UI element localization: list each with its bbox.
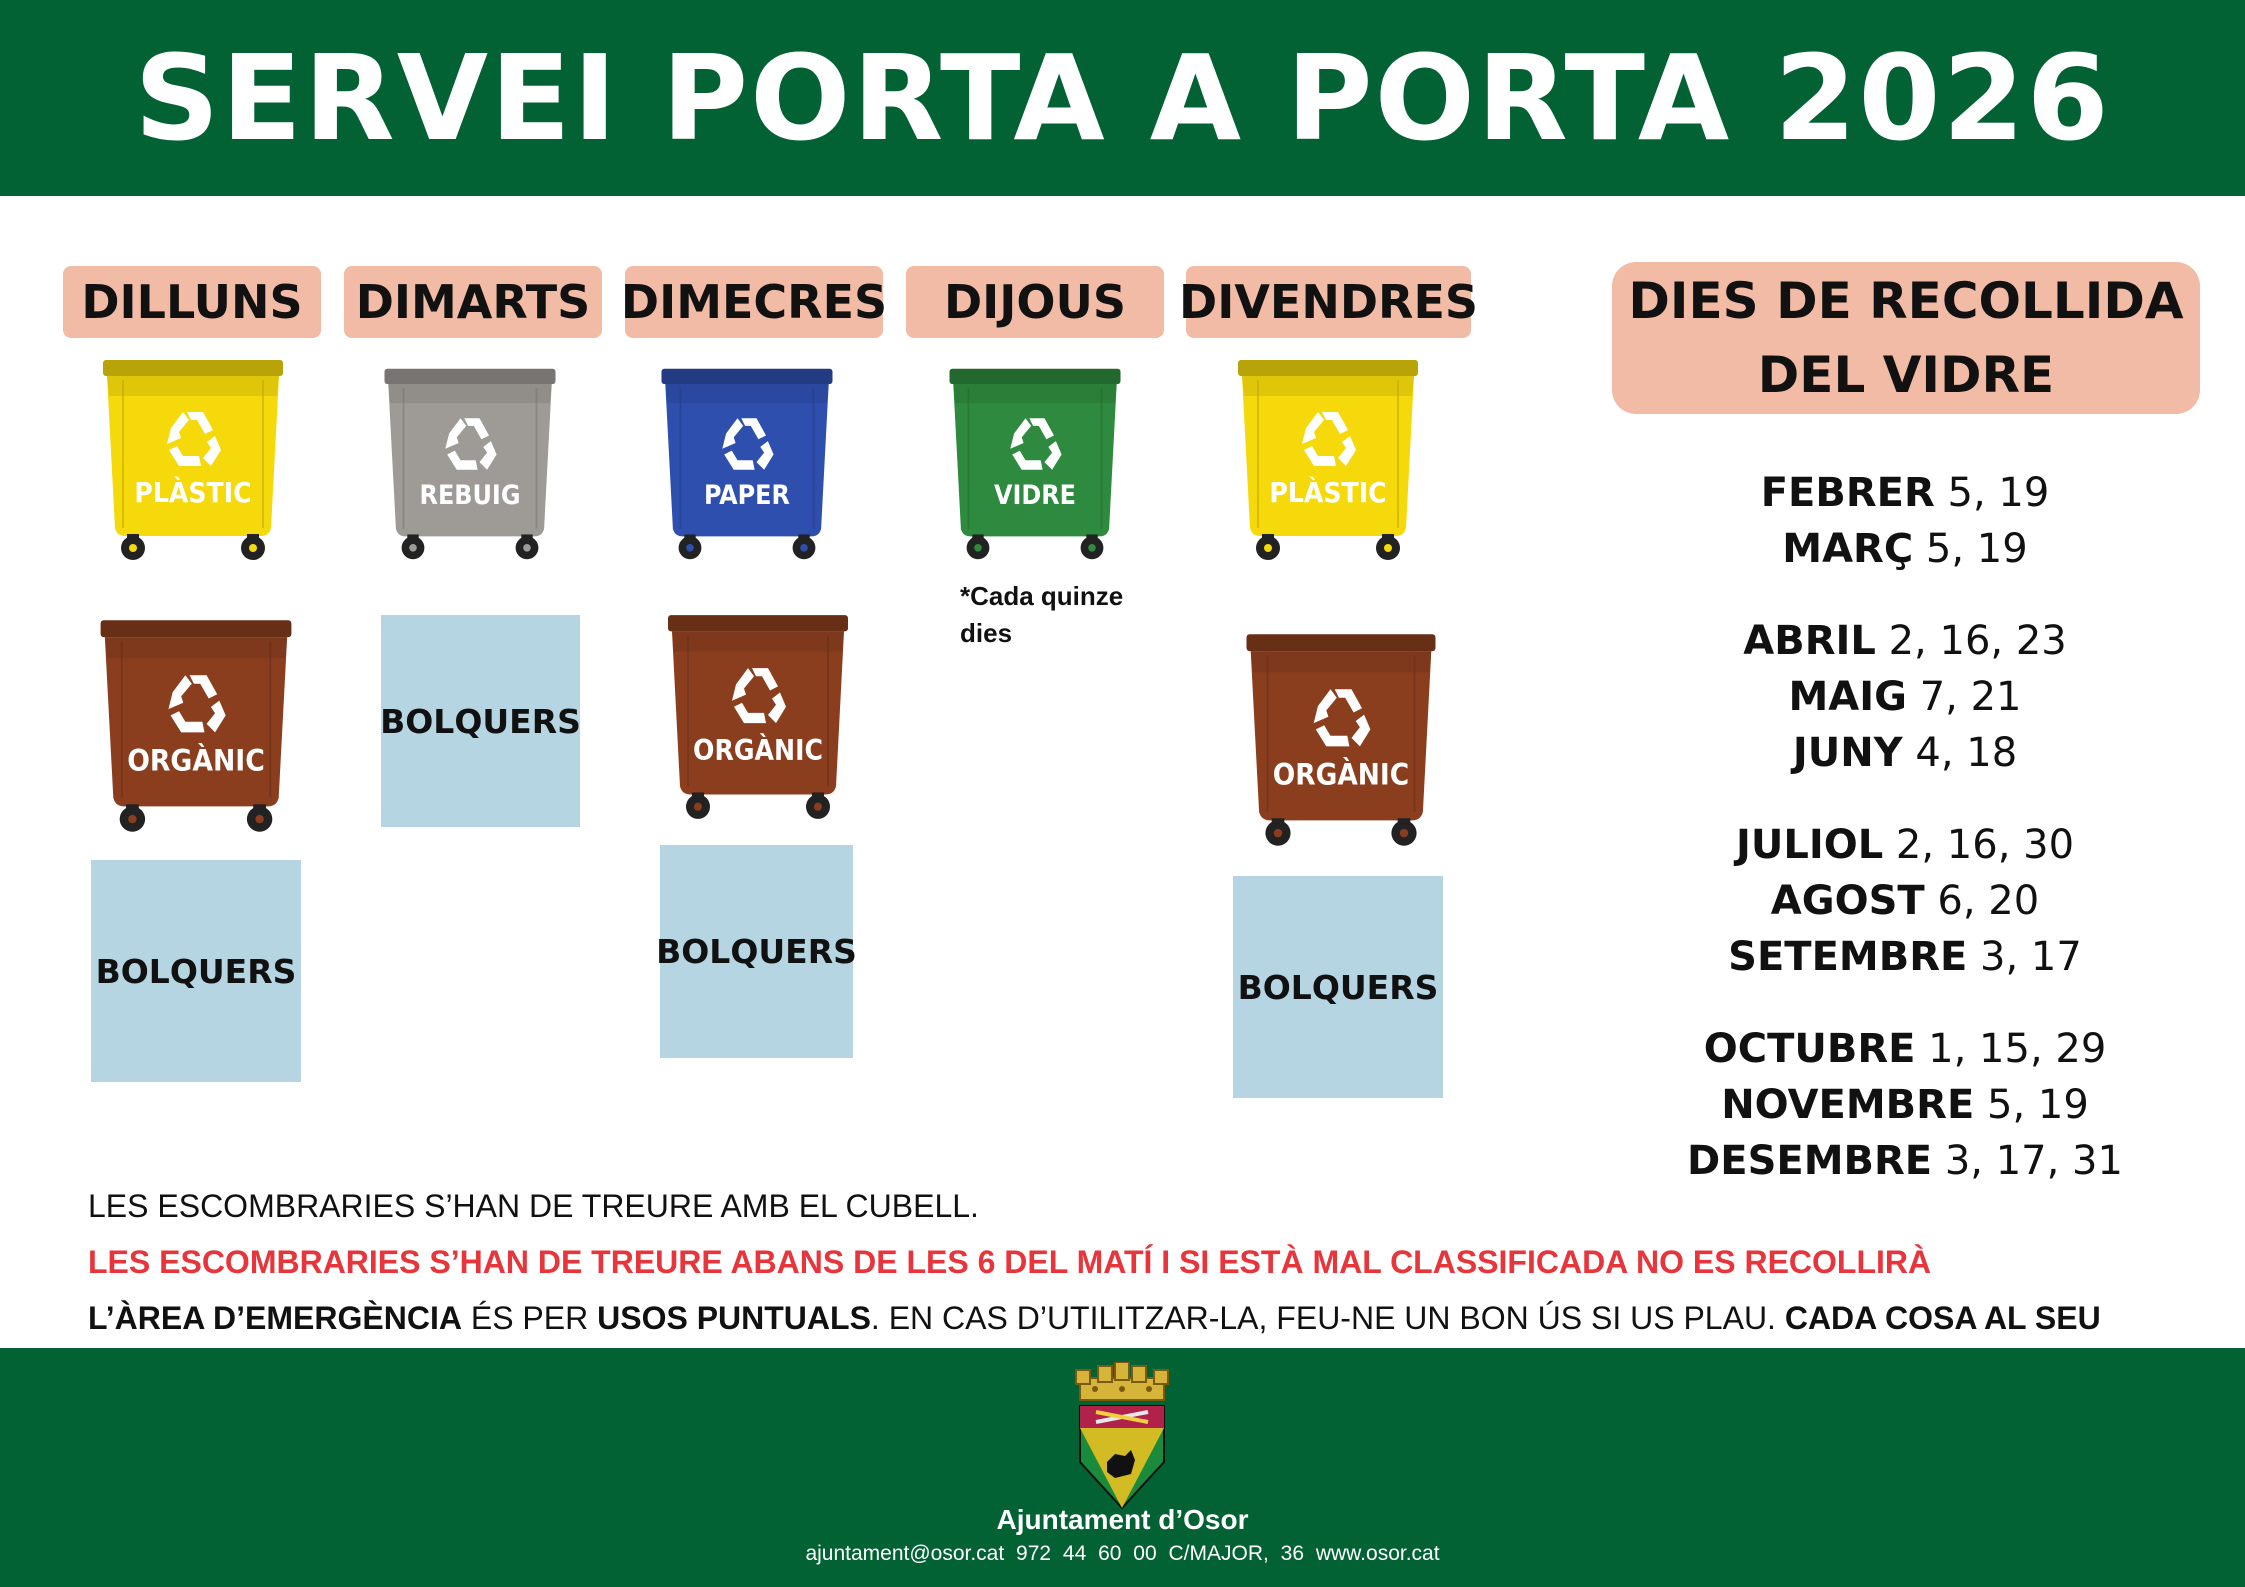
- organic-bin-icon: [1236, 630, 1446, 850]
- glass-row: [1610, 613, 2200, 669]
- bin-label: VIDRE: [993, 479, 1077, 511]
- month-label: FEBRER: [1760, 470, 1935, 516]
- month-label: JUNY: [1792, 730, 1903, 776]
- glass-group: [1610, 465, 2200, 577]
- paper-bin-icon: [652, 365, 842, 563]
- month-label: AGOST: [1770, 878, 1925, 924]
- day-label-dijous: DIJOUS: [906, 266, 1164, 338]
- collection-days: 7, 21: [1919, 674, 2022, 720]
- glass-row: [1610, 1021, 2200, 1077]
- glass-title-line1: DIES DE RECOLLIDA: [1628, 272, 2184, 330]
- plastic-bin-icon: [93, 356, 293, 564]
- note-line-1: LES ESCOMBRARIES S’HAN DE TREURE AMB EL CUBELL.: [88, 1188, 979, 1224]
- glass-group: [1610, 817, 2200, 985]
- month-label: SETEMBRE: [1728, 934, 1968, 980]
- day-label-divendres: DIVENDRES: [1186, 266, 1471, 338]
- collection-days: 1, 15, 29: [1928, 1026, 2107, 1072]
- glass-row: [1610, 669, 2200, 725]
- vidre-bin-icon: [940, 365, 1130, 563]
- glass-row: [1610, 521, 2200, 577]
- bin-label: PAPER: [704, 479, 790, 511]
- day-label-dimecres: DIMECRES: [625, 266, 883, 338]
- vidre-frequency-note: *Cada quinze dies: [960, 581, 1124, 648]
- organic-bin-icon: [658, 611, 858, 823]
- diapers-box: BOLQUERS: [1233, 876, 1443, 1098]
- page-title: SERVEI PORTA A PORTA 2026: [134, 29, 2111, 167]
- glass-row: [1610, 929, 2200, 985]
- glass-group: [1610, 1021, 2200, 1189]
- bin-label: ORGÀNIC: [127, 742, 265, 778]
- month-label: DESEMBRE: [1687, 1138, 1933, 1184]
- diapers-box: BOLQUERS: [660, 845, 853, 1058]
- day-label-dimarts: DIMARTS: [344, 266, 602, 338]
- note-text: . EN CAS D’UTILITZAR-LA, FEU-NE UN BON ÚS SI US PLAU.: [870, 1300, 1785, 1336]
- month-label: MAIG: [1788, 674, 1907, 720]
- glass-collection-title: [1612, 262, 2200, 414]
- coat-of-arms-logo: [1062, 1362, 1182, 1517]
- footer-contact-info: ajuntament@osor.cat 972 44 60 00 C/MAJOR, 36 www.osor.cat: [805, 1542, 1440, 1565]
- bin-label: ORGÀNIC: [1272, 757, 1410, 792]
- month-label: NOVEMBRE: [1721, 1082, 1975, 1128]
- glass-title-line2: DEL VIDRE: [1757, 346, 2055, 404]
- rebuig-bin-icon: [375, 365, 565, 563]
- glass-row: [1610, 465, 2200, 521]
- collection-days: 2, 16, 23: [1888, 618, 2067, 664]
- bin-label: PLÀSTIC: [1269, 476, 1387, 509]
- collection-days: 6, 20: [1937, 878, 2040, 924]
- note-line-2-warning: LES ESCOMBRARIES S’HAN DE TREURE ABANS DE LES 6 DEL MATÍ I SI ESTÀ MAL CLASSIFICADA NO ES RECOLLIRÀ: [88, 1244, 1932, 1280]
- plastic-bin-icon: [1228, 356, 1428, 564]
- collection-days: 4, 18: [1915, 730, 2018, 776]
- glass-row: [1610, 725, 2200, 781]
- diapers-box: BOLQUERS: [91, 860, 301, 1082]
- day-label-dilluns: DILLUNS: [63, 266, 321, 338]
- note-text: ÉS PER: [461, 1300, 598, 1336]
- collection-days: 5, 19: [1925, 526, 2028, 572]
- collection-days: 5, 19: [1987, 1082, 2089, 1128]
- note-emphasis: CADA COSA AL SEU: [1784, 1300, 2101, 1336]
- bin-label: ORGÀNIC: [693, 733, 823, 767]
- month-label: MARÇ: [1782, 526, 1914, 572]
- glass-collection-list: [1610, 465, 2200, 1225]
- note-emphasis: USOS PUNTUALS: [597, 1300, 871, 1336]
- collection-days: 5, 19: [1947, 470, 2050, 516]
- note-emphasis: L’ÀREA D’EMERGÈNCIA: [88, 1300, 462, 1336]
- month-label: OCTUBRE: [1703, 1026, 1916, 1072]
- glass-group: [1610, 613, 2200, 781]
- collection-days: 3, 17: [1980, 934, 2082, 980]
- month-label: ABRIL: [1743, 618, 1876, 664]
- glass-row: [1610, 873, 2200, 929]
- bin-label: REBUIG: [419, 479, 521, 511]
- glass-row: [1610, 817, 2200, 873]
- page-header: [0, 0, 2245, 196]
- organic-bin-icon: [90, 616, 302, 836]
- collection-days: 2, 16, 30: [1895, 822, 2075, 868]
- diapers-box: BOLQUERS: [381, 615, 580, 827]
- glass-row: [1610, 1077, 2200, 1133]
- collection-days: 3, 17, 31: [1944, 1138, 2123, 1184]
- month-label: JULIOL: [1735, 822, 1884, 868]
- bin-label: PLÀSTIC: [134, 476, 252, 509]
- footer-organization-name: Ajuntament d’Osor: [996, 1504, 1249, 1535]
